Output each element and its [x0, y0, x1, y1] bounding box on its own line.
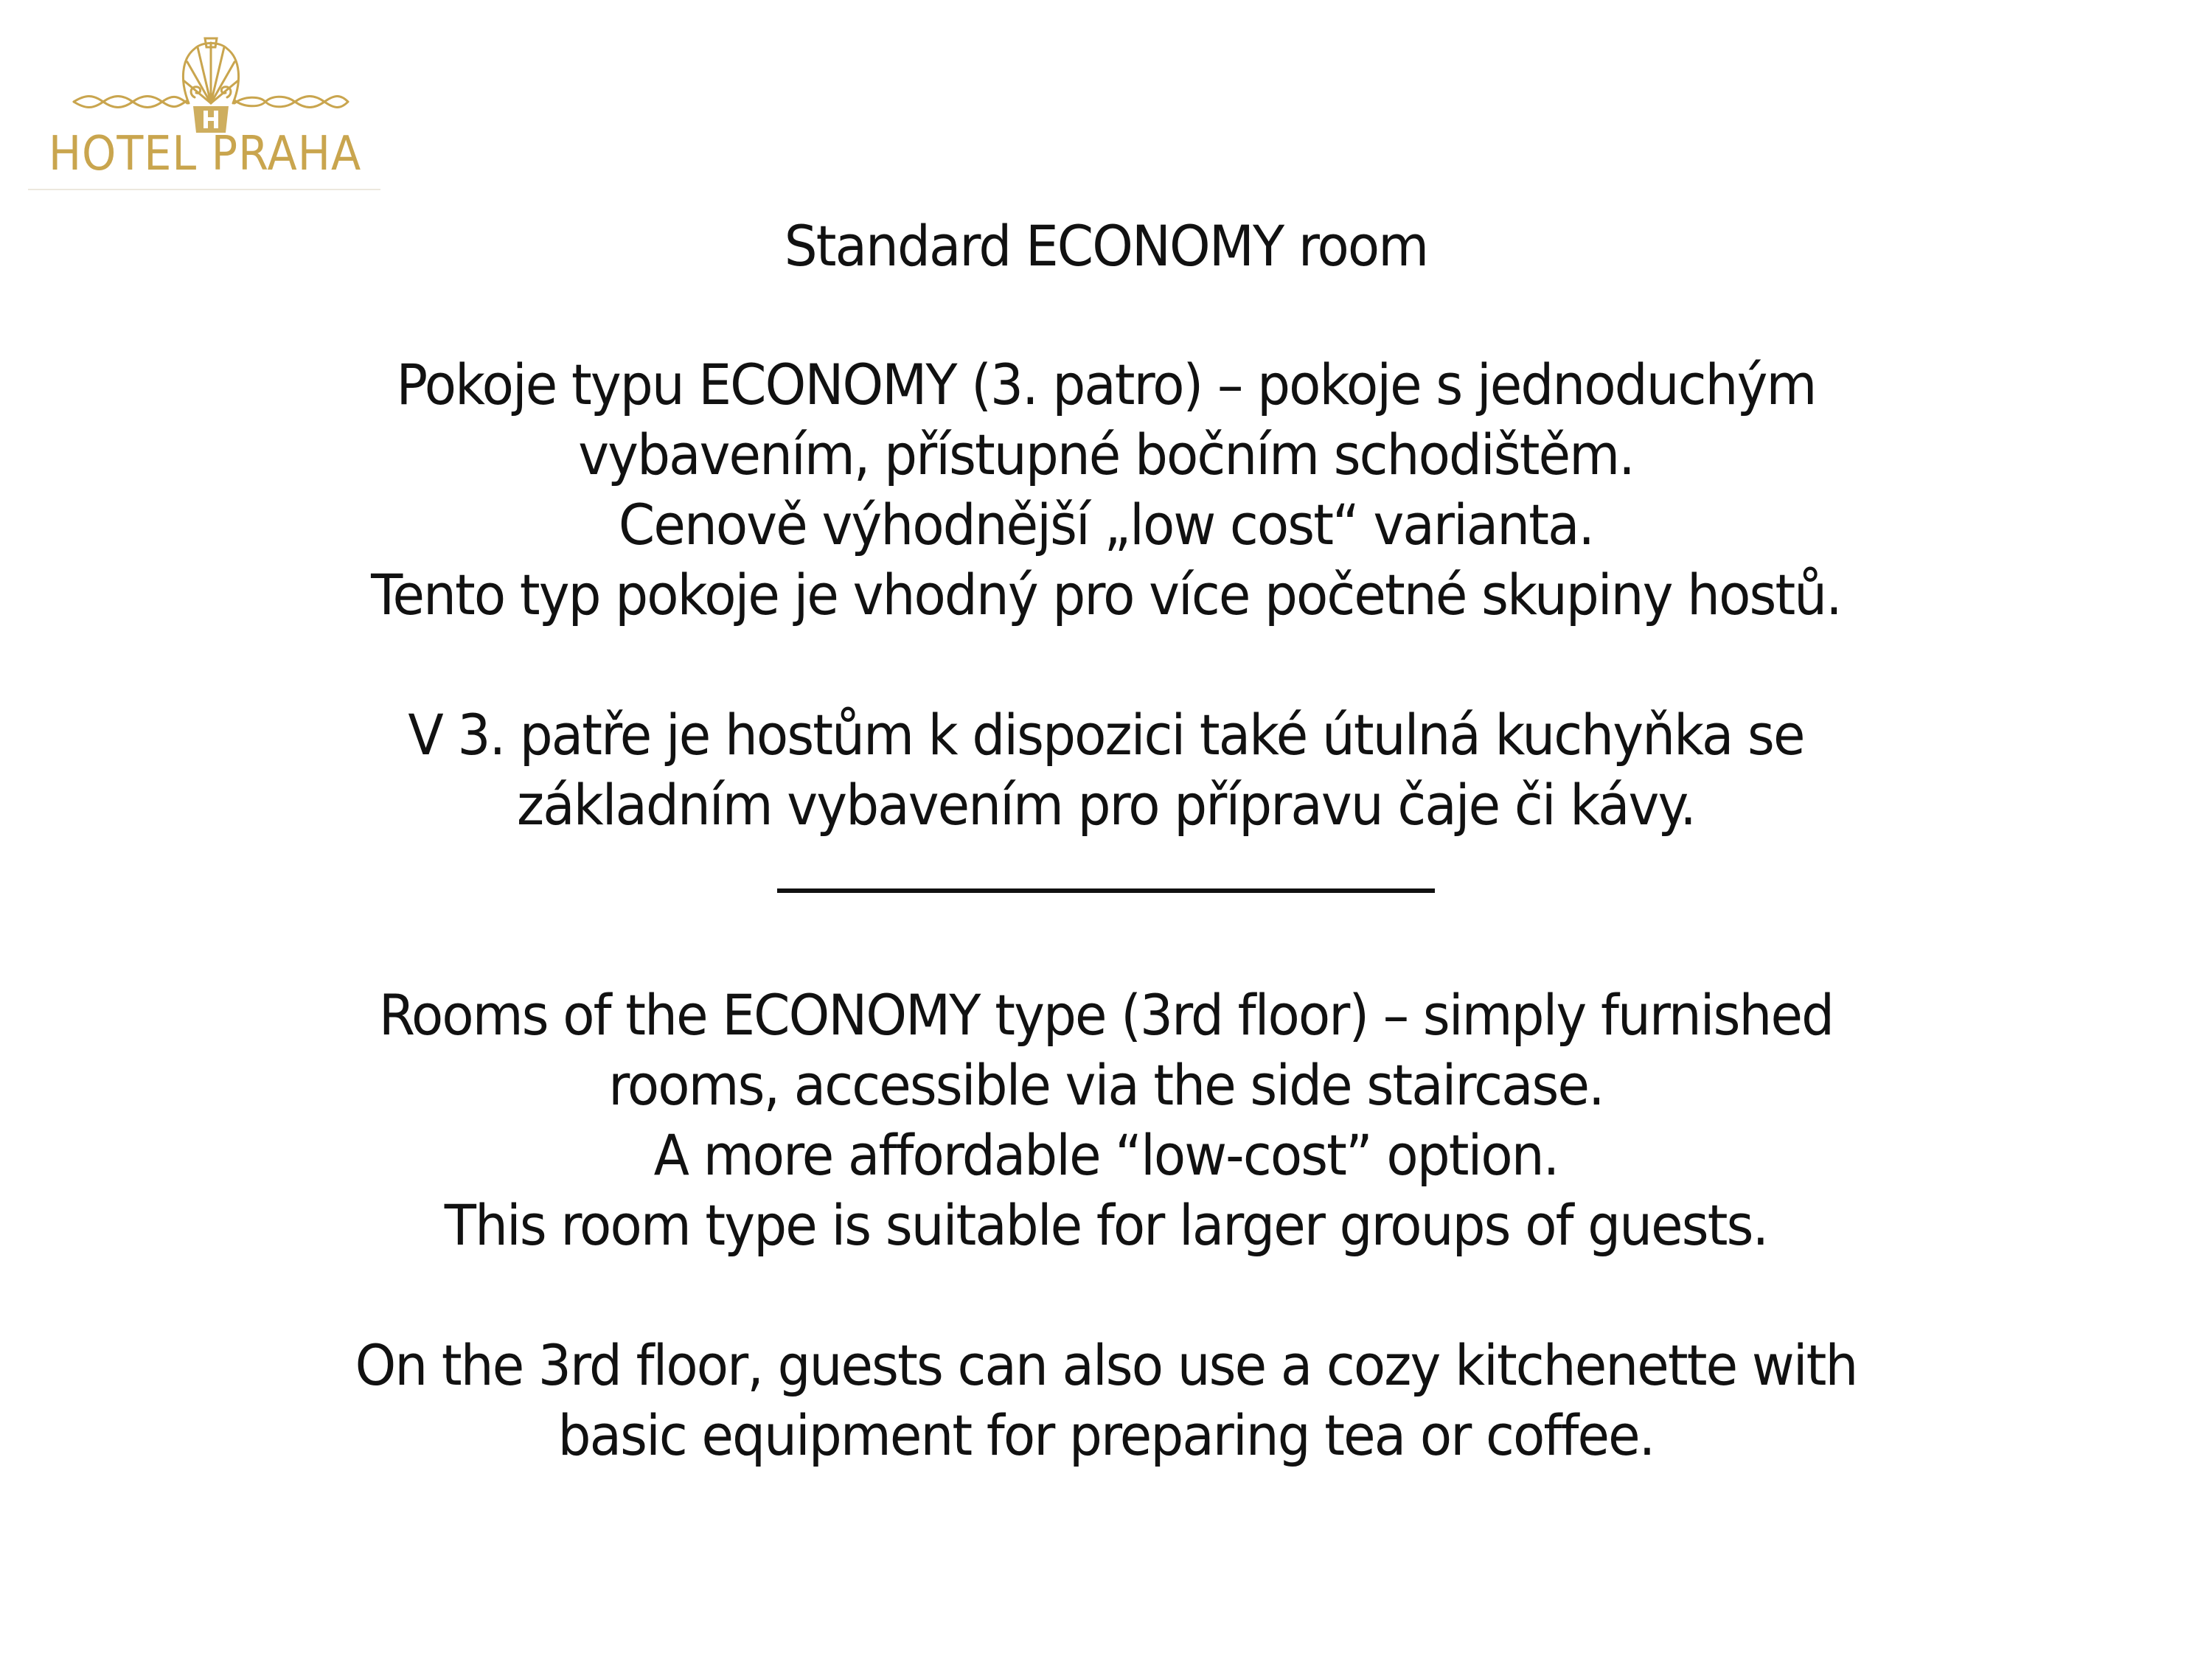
text-line: vybavením, přístupné bočním schodištěm. — [578, 422, 1634, 487]
text-line: Rooms of the ECONOMY type (3rd floor) – simply furnished — [378, 982, 1834, 1048]
text-line: Cenově výhodnější „low cost“ varianta. — [618, 492, 1594, 557]
text-line: rooms, accessible via the side staircase. — [608, 1052, 1604, 1118]
text-line: On the 3rd floor, guests can also use a cozy kitchenette with — [355, 1332, 1857, 1398]
text-line: This room type is suitable for larger groups of guests. — [444, 1192, 1768, 1258]
text-line: Tento typ pokoje je vhodný pro více početné skupiny hostů. — [371, 562, 1841, 627]
hotel-logo — [27, 22, 383, 193]
language-divider — [777, 888, 1435, 893]
shell-emblem-icon — [71, 29, 351, 140]
text-line: Pokoje typu ECONOMY (3. patro) – pokoje s jednoduchým — [396, 352, 1816, 417]
logo-underline — [28, 189, 380, 190]
text-line: V 3. patře je hostům k dispozici také útulná kuchyňka se — [408, 702, 1804, 768]
hotel-name: HOTEL PRAHA — [48, 127, 362, 181]
text-line: A more affordable “low-cost” option. — [653, 1122, 1559, 1188]
text-line: základním vybavením pro přípravu čaje či kávy. — [516, 772, 1696, 838]
page-title: Standard ECONOMY room — [784, 213, 1428, 279]
text-line: basic equipment for preparing tea or coffee. — [557, 1402, 1655, 1468]
